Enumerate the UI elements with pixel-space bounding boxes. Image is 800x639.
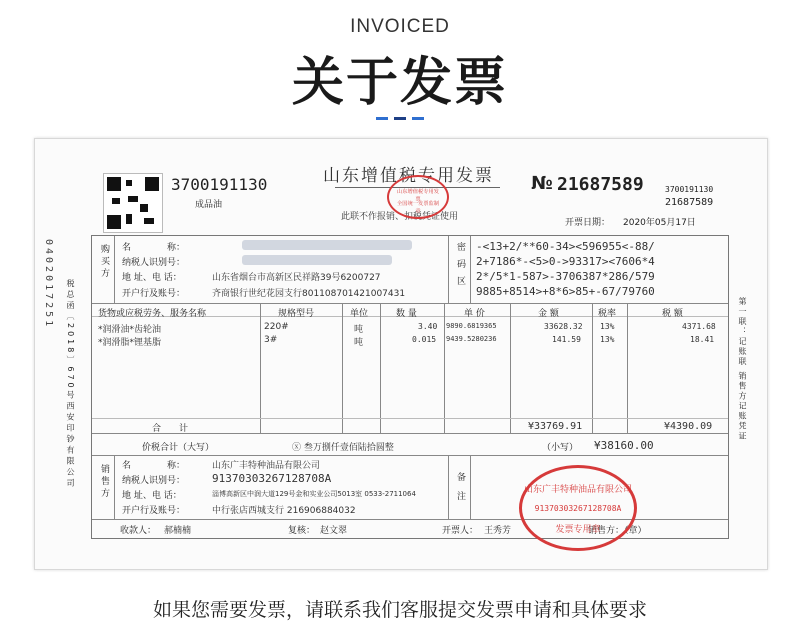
password-line-2: 2+7186*-<5>0->93317><7606*4 xyxy=(476,255,655,268)
table-row-1-amount: 33628.32 xyxy=(544,322,583,331)
invoice-code: 3700191130 xyxy=(171,175,268,194)
buyer-name-redacted xyxy=(242,240,412,250)
table-row-1-qty: 3.40 xyxy=(418,322,438,331)
buyer-bank-label: 开户行及账号： xyxy=(122,289,186,299)
buyer-bank: 齐商银行世纪花园支行801108701421007431 xyxy=(212,289,406,299)
invoice-title: 山东增值税专用发票 xyxy=(323,166,494,186)
invoice-image xyxy=(34,138,768,570)
reviewer: 赵文翠 xyxy=(320,526,348,536)
seller-seal: 山东广丰特种油品有限公司 91370303267128708A 发票专用章 xyxy=(519,465,637,551)
password-line-3: 2*/5*1-587>-3706387*286/579 xyxy=(476,270,655,283)
col-header-qty: 数 量 xyxy=(396,309,417,319)
col-header-tax: 税 额 xyxy=(662,309,683,319)
issue-date: 2020年05月17日 xyxy=(623,218,696,228)
col-header-spec: 规格型号 xyxy=(278,309,315,319)
table-row-2-tax: 18.41 xyxy=(690,335,715,344)
buyer-tax-label: 纳税人识别号： xyxy=(122,258,186,268)
table-row-2-spec: 3# xyxy=(264,335,278,345)
buyer-tax-redacted xyxy=(242,255,392,265)
remarks-label: 备注 xyxy=(455,472,465,510)
invoice-number: 21687589 xyxy=(557,174,644,195)
table-row-1-unit: 吨 xyxy=(354,325,364,335)
section-subtitle-en: INVOICED xyxy=(350,16,450,37)
password-line-4: 9885+8514>+8*6>85+-67/79760 xyxy=(476,285,655,298)
total-amount: ¥33769.91 xyxy=(528,421,583,432)
table-row-1-rate: 13% xyxy=(600,322,615,331)
drawer: 王秀芳 xyxy=(484,526,512,536)
tax-seal: 山东增值税专用发票 全国统一发票监制章 xyxy=(387,175,449,219)
col-header-price: 单 价 xyxy=(464,309,485,319)
col-header-amount: 金 额 xyxy=(538,309,559,319)
invoice-code-sub: 成品油 xyxy=(195,200,223,210)
reviewer-label: 复核： xyxy=(288,526,316,536)
table-row-1-tax: 4371.68 xyxy=(682,322,716,331)
buyer-address: 山东省烟台市高新区民祥路39号6200727 xyxy=(212,273,381,283)
grand-total-small-label: （小写） xyxy=(542,443,579,453)
password-area-label: 密码区 xyxy=(455,242,465,293)
payee: 郝楠楠 xyxy=(164,526,192,536)
invoice-code-right: 3700191130 xyxy=(665,185,714,194)
grand-total-label: 价税合计（大写） xyxy=(142,443,215,453)
table-row-1-name: *润滑油*齿轮油 xyxy=(98,325,162,335)
seller-tax: 91370303267128708A xyxy=(212,472,332,485)
seller-stamp-label: 销售方：（章） xyxy=(588,526,647,536)
drawer-label: 开票人： xyxy=(442,526,479,536)
seller-bank: 中行张店西城支行 216906884032 xyxy=(212,506,356,516)
qr-code-icon xyxy=(103,173,163,233)
buyer-name-label: 名 称： xyxy=(122,243,186,253)
password-line-1: -<13+2/**60-34><596955<-88/ xyxy=(476,240,655,253)
seller-section-label: 销售方 xyxy=(99,464,109,500)
seller-name-label: 名 称： xyxy=(122,461,186,471)
table-row-1-price: 9890.6819365 xyxy=(446,322,497,330)
col-header-rate: 税率 xyxy=(598,309,617,319)
buyer-section-label: 购买方 xyxy=(99,244,109,280)
printer-note: 税总函〔2018〕670号西安印钞有限公司 xyxy=(66,279,75,490)
invoice-request-note: 如果您需要发票，请联系我们客服提交发票申请和具体要求 xyxy=(152,599,647,621)
total-label: 合 计 xyxy=(152,424,189,434)
table-row-1-spec: 220# xyxy=(264,322,289,332)
invoice-subtitle: 此联不作报销、扣税凭证使用 xyxy=(341,212,459,222)
col-header-unit: 单位 xyxy=(350,309,369,319)
grand-total-words: ⓧ 叁万捌仟壹佰陆拾圆整 xyxy=(292,443,394,453)
table-row-2-rate: 13% xyxy=(600,335,615,344)
batch-number: 0402017251 xyxy=(43,239,54,330)
table-row-2-unit: 吨 xyxy=(354,338,364,348)
seller-address: 淄博高新区中润大道129号金和实业公司5013室 0533-2711064 xyxy=(212,490,416,498)
seller-address-label: 地 址、电 话： xyxy=(122,491,182,501)
table-row-2-amount: 141.59 xyxy=(552,335,581,344)
seller-name: 山东广丰特种油品有限公司 xyxy=(212,461,321,471)
seller-bank-label: 开户行及账号： xyxy=(122,506,186,516)
grand-total-small: ¥38160.00 xyxy=(594,439,654,452)
payee-label: 收款人： xyxy=(120,526,157,536)
invoice-number-prefix: № xyxy=(531,173,553,194)
buyer-address-label: 地 址、电 话： xyxy=(122,273,182,283)
table-row-2-price: 9439.5280236 xyxy=(446,335,497,343)
copy-label: 第一联：记账联 销售方记账凭证 xyxy=(738,297,747,442)
invoice-number-right: 21687589 xyxy=(665,197,714,208)
table-row-2-name: *润滑脂*锂基脂 xyxy=(98,338,162,348)
total-tax: ¥4390.09 xyxy=(664,421,713,432)
title-divider xyxy=(376,117,424,120)
section-title: 关于发票 xyxy=(291,53,508,113)
table-row-2-qty: 0.015 xyxy=(412,335,437,344)
issue-date-label: 开票日期： xyxy=(565,218,611,228)
seller-tax-label: 纳税人识别号： xyxy=(122,476,186,486)
col-header-name: 货物或应税劳务、服务名称 xyxy=(98,309,207,319)
